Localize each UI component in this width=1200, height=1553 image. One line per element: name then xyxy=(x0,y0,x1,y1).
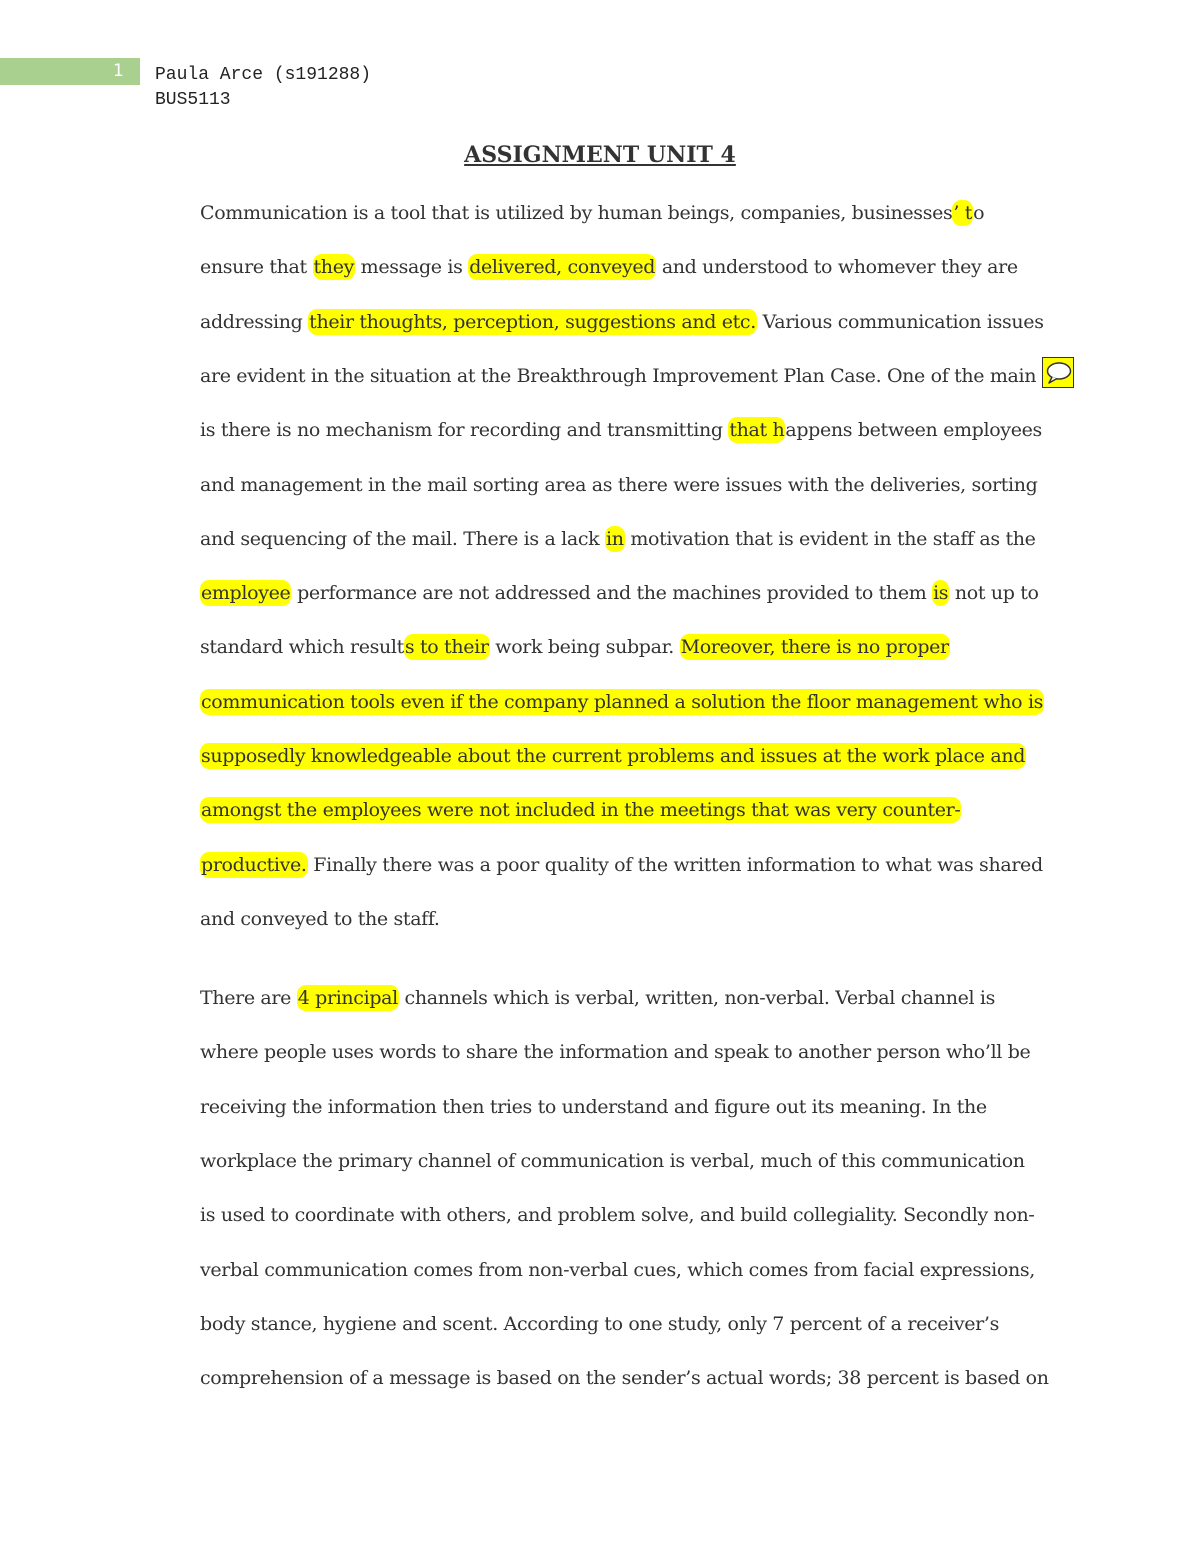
text-line xyxy=(200,470,1037,500)
text-line xyxy=(200,198,984,228)
highlighted-text: productive. xyxy=(201,853,307,876)
highlighted-text: delivered, conveyed xyxy=(469,256,656,279)
highlighted-text: in xyxy=(606,527,624,550)
text-run: verbal communication comes from non-verbal cues, which comes from facial expressions, xyxy=(200,1258,1035,1281)
text-line xyxy=(200,361,1036,391)
document-title: ASSIGNMENT UNIT 4 xyxy=(464,142,736,168)
text-line xyxy=(200,524,1036,554)
text-line xyxy=(200,1255,1035,1285)
text-run: ensure that xyxy=(200,256,313,279)
text-line xyxy=(200,687,1044,717)
text-run: and management in the mail sorting area as there were issues with the deliveries, sorting xyxy=(200,473,1038,496)
text-line xyxy=(200,578,1039,608)
page-number: 1 xyxy=(113,61,124,81)
highlighted-text: that h xyxy=(729,419,785,442)
highlighted-text: s to their xyxy=(404,636,489,659)
text-line xyxy=(200,252,1018,282)
text-run: where people uses words to share the information and speak to another person who’ll be xyxy=(200,1041,1031,1064)
text-run: channels which is verbal, written, non-verbal. Verbal channel is xyxy=(398,987,996,1009)
text-line xyxy=(200,307,1044,337)
text-run: is used to coordinate with others, and problem solve, and build collegiality. Secondly non- xyxy=(200,1204,1035,1227)
course-code: BUS5113 xyxy=(155,90,231,110)
text-line xyxy=(200,1200,1035,1230)
text-run: and understood to whomever they are xyxy=(656,256,1018,279)
highlighted-text: amongst the employees were not included in the meetings that was very counter- xyxy=(201,799,961,822)
text-run: comprehension of a message is based on the sender’s actual words; 38 percent is based on xyxy=(200,1367,1049,1390)
text-run: There are xyxy=(200,987,297,1009)
highlighted-text: employee xyxy=(201,582,291,605)
text-run: workplace the primary channel of communication is verbal, much of this communication xyxy=(200,1149,1025,1172)
text-line xyxy=(200,1037,1030,1067)
highlighted-text: communication tools even if the company planned a solution the floor management who is xyxy=(201,690,1044,713)
text-run: receiving the information then tries to understand and figure out its meaning. In the xyxy=(200,1095,987,1118)
highlighted-text: their thoughts, perception, suggestions and etc. xyxy=(309,310,756,333)
highlighted-text: supposedly knowledgeable about the current problems and issues at the work place and xyxy=(201,745,1026,767)
highlighted-text: is xyxy=(933,582,949,605)
text-line xyxy=(200,1092,987,1122)
highlighted-text: they xyxy=(313,256,354,279)
text-run: work being subpar. xyxy=(489,636,680,659)
text-run: addressing xyxy=(200,310,309,333)
text-run: and sequencing of the mail. There is a lack xyxy=(200,527,605,550)
highlighted-text: 4 principal xyxy=(297,987,398,1009)
comment-icon[interactable] xyxy=(1042,357,1074,388)
author-name: Paula Arce (s191288) xyxy=(155,65,372,85)
text-run: o xyxy=(973,202,985,224)
text-run: not up to xyxy=(949,582,1039,605)
text-line xyxy=(200,1146,1025,1176)
document-header xyxy=(155,63,371,113)
text-run: Finally there was a poor quality of the written information to what was shared xyxy=(307,853,1043,876)
highlighted-text: Moreover, there is no proper xyxy=(680,636,949,659)
text-run: performance are not addressed and the machines provided to them xyxy=(291,582,933,605)
text-run: body stance, hygiene and scent. According to one study, only 7 percent of a receiver’s xyxy=(200,1312,999,1335)
text-run: message is xyxy=(354,256,469,279)
text-line xyxy=(200,850,1043,880)
text-run: standard which result xyxy=(200,636,404,659)
text-line xyxy=(200,1309,999,1339)
text-line xyxy=(200,415,1042,445)
text-line xyxy=(200,904,440,934)
text-line xyxy=(200,1363,1049,1393)
text-run: and conveyed to the staff. xyxy=(200,907,440,930)
text-line xyxy=(200,795,961,825)
text-run: Various communication issues xyxy=(756,310,1044,333)
text-line xyxy=(200,632,950,662)
text-run: are evident in the situation at the Breakthrough Improvement Plan Case. One of the main xyxy=(200,364,1037,387)
highlighted-text: ’ t xyxy=(953,202,973,224)
text-run: is there is no mechanism for recording and transmitting xyxy=(200,419,729,442)
text-line xyxy=(200,741,1026,771)
text-run: Communication is a tool that is utilized by human beings, companies, businesses xyxy=(200,202,953,224)
text-run: appens between employees xyxy=(785,419,1042,442)
text-line xyxy=(200,983,995,1013)
speech-bubble-icon xyxy=(1046,361,1072,385)
text-run: motivation that is evident in the staff as the xyxy=(624,527,1036,550)
